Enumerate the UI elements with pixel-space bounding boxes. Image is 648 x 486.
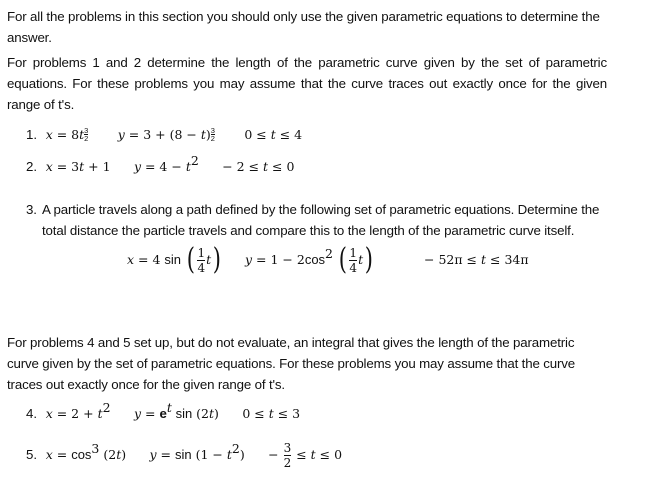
problem-number: 4. — [26, 406, 38, 421]
parameter-range: 0 ≤ t ≤ 3 — [242, 406, 301, 421]
parameter-range: − $\frac{3}{2}$ ≤ t ≤ 0 — [268, 441, 343, 470]
problem-1: 1. x = 8t $\frac{3}{2}$ y = 3 + (8 − t) $\frac{3}{2}$ 0 ≤ t ≤ 4 — [26, 126, 303, 143]
equation-x: x — [45, 159, 53, 174]
equation-x: x — [45, 447, 53, 462]
equation-x: x — [45, 406, 53, 421]
equation-y: y — [133, 406, 142, 421]
problem-2: 2. x = 3t + 1 $y = 4 - t^2 - 2 \le t \le 0$ — [26, 157, 294, 177]
problem-3-range: − 52π ≤ t ≤ 34π — [424, 252, 529, 267]
equation-y: y — [149, 447, 157, 462]
parameter-range: 0 ≤ t ≤ 4 — [244, 127, 303, 142]
problem-3-equation-x: x = 4 sin ( $\frac{1}{4}$ t) — [127, 242, 222, 278]
intro-paragraph-2: For problems 1 and 2 determine the length of the parametric curve given by the set of parametric equations. For these problems you may assume that the curve traces out exactly once for the given range of t's. — [7, 55, 607, 112]
problem-3 — [26, 199, 608, 241]
equation-x: x — [45, 127, 53, 142]
problem-5: 5. $x = \cos^3 (2t) y = \sin (1 - t^2)$ − $\frac{3}{2}$ ≤ t ≤ 0 — [26, 441, 343, 470]
equation-y: y — [117, 127, 125, 142]
problem-3-equation-y: $y = 1 - 2\cos^2$ ( $\frac{1}{4}$ t) — [245, 242, 374, 278]
problem-number: 2. — [26, 159, 38, 174]
equation-y: y — [133, 159, 142, 174]
section-2-paragraph: For problems 4 and 5 set up, but do not evaluate, an integral that gives the length of the parametric curve given by the set of parametric equations. For these problems you may assume that the curve traces out exactly once for the given range of t's. — [7, 335, 575, 392]
problem-4: 4. $x = 2 + t^2$ $y = e^t$ sin (2t) 0 ≤ t ≤ 3 — [26, 404, 300, 424]
problem-number: 5. — [26, 447, 38, 462]
parameter-range: − 2 ≤ t ≤ 0 — [222, 159, 295, 174]
problem-3-text: 3. A particle travels along a path defined by the following set of parametric equations. Determine the total distance the particle travels and compare this to the length of the parametric curve itself. — [26, 202, 600, 238]
problem-number: 1. — [26, 127, 38, 142]
intro-paragraph-1: For all the problems in this section you should only use the given parametric equations to determine the answer. — [7, 9, 600, 45]
